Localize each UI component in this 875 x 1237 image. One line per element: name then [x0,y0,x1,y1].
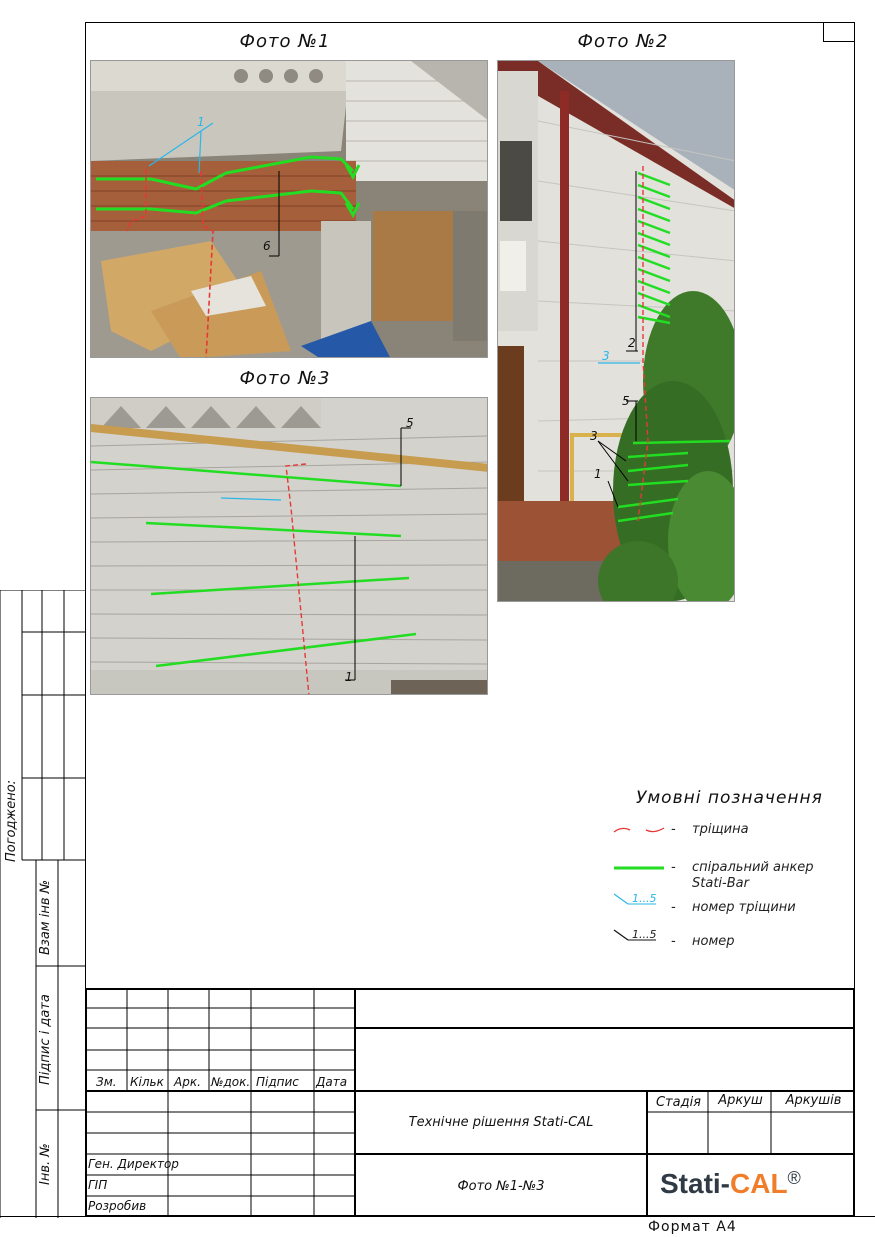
photo-1 [90,60,488,358]
stamp-agreed: Погоджено: [4,779,19,862]
legend-anchor-1: спіральний анкер [692,860,814,875]
p1-marker-6: 6 [263,239,271,253]
sheet-label: Аркуш [718,1093,763,1108]
photo-2 [497,60,735,602]
stage-label: Стадія [655,1095,702,1110]
p1-marker-1: 1 [197,115,205,129]
photo-2-overlay [498,61,735,602]
stamp-sign-date: Підпис і дата [38,994,53,1085]
legend-title: Умовні позначення [636,788,823,808]
p2-marker-1: 1 [594,467,602,481]
col-doc: №док. [211,1075,251,1089]
logo-main: Stati- [660,1168,730,1199]
legend-crack: тріщина [692,822,749,837]
legend-dash-1: - [671,822,676,837]
legend-dash-3: - [671,900,676,915]
format-label: Формат А4 [648,1219,737,1235]
legend-dash-4: - [671,934,676,949]
photo-1-caption: Фото №1 [239,31,331,52]
crack-symbol [614,828,630,832]
photo-3-overlay [91,398,488,695]
col-zm: Зм. [96,1075,117,1089]
sheet-title: Фото №1-№3 [457,1179,545,1194]
legend-number: номер [692,934,735,949]
legend-crack-number-tag: 1...5 [632,892,657,905]
p2-marker-3-crack: 3 [602,349,610,363]
photo-2-caption: Фото №2 [577,31,669,52]
number-symbol [614,930,628,940]
stati-cal-logo [660,1168,801,1200]
p3-marker-1: 1 [345,670,353,684]
p2-marker-2: 2 [628,336,636,350]
photo-1-overlay [91,61,488,358]
p2-marker-5: 5 [622,394,630,408]
logo-reg: ® [787,1168,801,1188]
role-developer: Розробив [88,1199,147,1213]
col-date: Дата [316,1075,348,1089]
legend-crack-number: номер тріщини [692,900,796,915]
p3-marker-5: 5 [406,416,414,430]
legend-anchor-2: Stati-Bar [692,876,749,891]
role-director: Ген. Директор [88,1157,179,1171]
corner-box [823,22,855,42]
legend-number-tag: 1...5 [632,928,657,941]
col-signature: Підпис [256,1075,299,1089]
photo-3-caption: Фото №3 [239,368,331,389]
p2-marker-3: 3 [590,429,598,443]
anchor-lines [96,157,353,213]
photo-3 [90,397,488,695]
project-name: Технічне рішення Stati-CAL [408,1115,594,1130]
stamp-replace-inv: Взам інв № [38,879,53,955]
sheets-label: Аркушів [785,1093,842,1108]
col-ark: Арк. [174,1075,201,1089]
legend-dash-2: - [671,860,676,875]
role-gip: ГІП [88,1178,108,1192]
stamp-inv-no: Інв. № [38,1143,53,1185]
logo-accent: CAL [730,1168,788,1199]
col-kilk: Кільк [130,1075,164,1089]
crack-number-symbol [614,894,628,904]
